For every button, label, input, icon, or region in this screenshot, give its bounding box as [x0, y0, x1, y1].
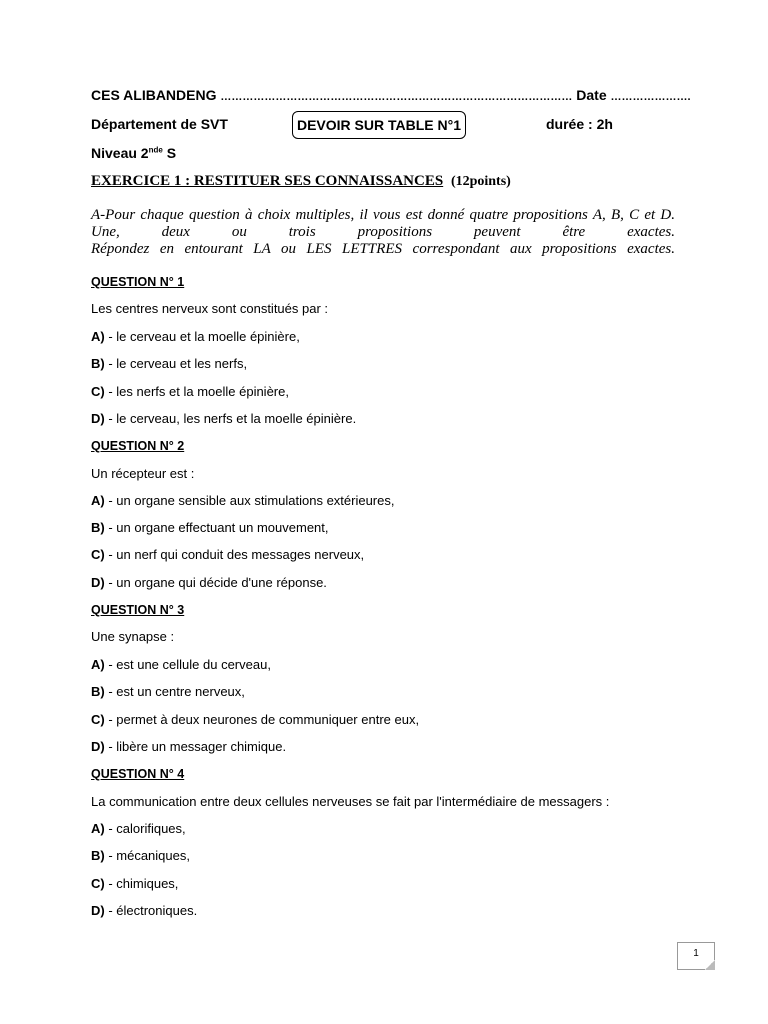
option-row[interactable]: [91, 739, 286, 754]
option-letter[interactable]: B): [91, 684, 105, 699]
option-row[interactable]: [91, 657, 271, 672]
question-stem: Un récepteur est :: [91, 466, 195, 481]
option-row[interactable]: [91, 356, 247, 371]
option-letter[interactable]: B): [91, 356, 105, 371]
option-row[interactable]: [91, 876, 178, 891]
level-sup: nde: [148, 145, 163, 155]
option-row[interactable]: [91, 848, 190, 863]
option-letter[interactable]: A): [91, 657, 105, 672]
option-letter[interactable]: C): [91, 712, 105, 727]
option-row[interactable]: [91, 903, 197, 918]
page-number-box: [677, 942, 715, 970]
option-row[interactable]: [91, 384, 289, 399]
question-label: QUESTION N° 3: [91, 603, 185, 617]
question-stem: La communication entre deux cellules nerveuses se fait par l'intermédiaire de messagers :: [91, 794, 610, 809]
department: Département de SVT: [91, 116, 228, 132]
option-letter[interactable]: B): [91, 520, 105, 535]
option-text: - un organe effectuant un mouvement,: [104, 520, 329, 535]
option-row[interactable]: [91, 712, 419, 727]
page-number: 1: [693, 948, 699, 959]
option-letter[interactable]: B): [91, 848, 105, 863]
option-letter[interactable]: D): [91, 575, 105, 590]
question-label: QUESTION N° 4: [91, 767, 185, 781]
option-text: - les nerfs et la moelle épinière,: [104, 384, 289, 399]
option-letter[interactable]: C): [91, 547, 105, 562]
option-text: - électroniques.: [104, 903, 198, 918]
level-suffix: S: [162, 145, 177, 161]
option-text: - libère un messager chimique.: [104, 739, 287, 754]
option-text: - est un centre nerveux,: [104, 684, 245, 699]
exercise-instructions: [91, 207, 675, 258]
option-text: - est une cellule du cerveau,: [104, 657, 271, 672]
question-label: QUESTION N° 1: [91, 275, 185, 289]
option-row[interactable]: [91, 329, 300, 344]
option-text: - calorifiques,: [104, 821, 186, 836]
option-text: - permet à deux neurones de communiquer entre eux,: [104, 712, 420, 727]
option-row[interactable]: [91, 520, 329, 535]
level-prefix: Niveau 2: [91, 145, 149, 161]
option-text: - le cerveau et la moelle épinière,: [104, 329, 300, 344]
duration: durée : 2h: [546, 116, 613, 132]
option-text: - chimiques,: [104, 876, 179, 891]
option-row[interactable]: [91, 821, 186, 836]
date-label: Date: [576, 87, 607, 103]
option-row[interactable]: [91, 575, 327, 590]
option-letter[interactable]: C): [91, 384, 105, 399]
instruction-line-1: A-Pour chaque question à choix multiples, il vous est donné quatre propositions A, B, C et D.: [91, 207, 675, 223]
option-text: - mécaniques,: [104, 848, 190, 863]
option-text: - le cerveau, les nerfs et la moelle épinière.: [104, 411, 357, 426]
question-stem: Une synapse :: [91, 629, 175, 644]
option-letter[interactable]: D): [91, 903, 105, 918]
exam-title-box: [292, 111, 466, 139]
school-dots: ……………………………………………………………………………………: [220, 91, 573, 103]
option-row[interactable]: [91, 684, 245, 699]
option-letter[interactable]: A): [91, 493, 105, 508]
option-letter[interactable]: C): [91, 876, 105, 891]
option-row[interactable]: [91, 493, 394, 508]
option-letter[interactable]: A): [91, 821, 105, 836]
exercise-points: (12points): [450, 174, 511, 189]
option-letter[interactable]: D): [91, 411, 105, 426]
exam-title: DEVOIR SUR TABLE N°1: [296, 117, 462, 133]
option-letter[interactable]: D): [91, 739, 105, 754]
question-label: QUESTION N° 2: [91, 439, 185, 453]
option-letter[interactable]: A): [91, 329, 105, 344]
option-text: - un nerf qui conduit des messages nerveux,: [104, 547, 365, 562]
option-text: - un organe sensible aux stimulations extérieures,: [104, 493, 395, 508]
question-stem: Les centres nerveux sont constitués par :: [91, 301, 329, 316]
option-row[interactable]: [91, 411, 356, 426]
page-curl-icon: [705, 960, 715, 970]
option-text: - un organe qui décide d'une réponse.: [104, 575, 327, 590]
date-dots: ………………….: [610, 91, 691, 103]
school-line: [91, 87, 691, 103]
option-text: - le cerveau et les nerfs,: [104, 356, 248, 371]
school-name: CES ALIBANDENG: [91, 87, 217, 103]
exercise-title: EXERCICE 1 : RESTITUER SES CONNAISSANCES: [91, 173, 444, 189]
level: [91, 145, 176, 161]
instruction-line-3: Répondez en entourant LA ou LES LETTRES correspondant aux propositions exactes.: [91, 241, 675, 257]
instruction-line-2: Une, deux ou trois propositions peuvent être exactes.: [91, 224, 675, 240]
exercise-heading: [91, 173, 511, 190]
option-row[interactable]: [91, 547, 364, 562]
